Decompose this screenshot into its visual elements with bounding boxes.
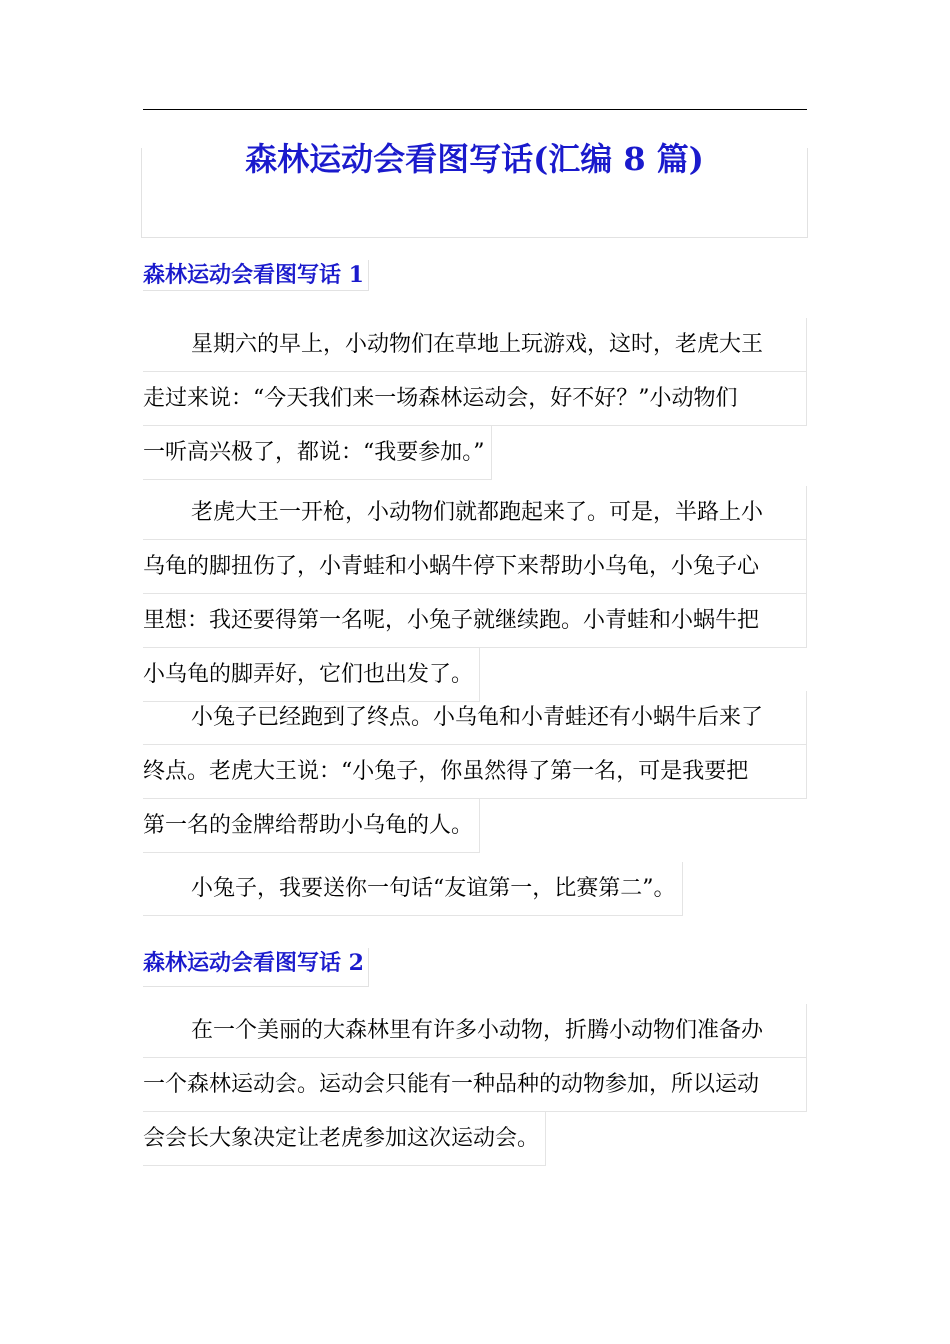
paragraph-line: 小兔子已经跑到了终点。小乌龟和小青蛙还有小蜗牛后来了 <box>143 691 807 745</box>
paragraph-4 <box>143 862 815 916</box>
paragraph-3 <box>143 691 815 853</box>
paragraph-line: 在一个美丽的大森林里有许多小动物，折腾小动物们准备办 <box>143 1004 807 1058</box>
paragraph-line: 终点。老虎大王说：“小兔子，你虽然得了第一名，可是我要把 <box>143 745 807 799</box>
document-title: 森林运动会看图写话(汇编 8 篇) <box>245 140 704 178</box>
paragraph-line: 小乌龟的脚弄好，它们也出发了。 <box>143 648 480 702</box>
paragraph-line: 走过来说：“今天我们来一场森林运动会，好不好？”小动物们 <box>143 372 807 426</box>
paragraph-line: 里想：我还要得第一名呢，小兔子就继续跑。小青蛙和小蜗牛把 <box>143 594 807 648</box>
paragraph-2 <box>143 486 815 702</box>
paragraph-line: 小兔子，我要送你一句话“友谊第一，比赛第二”。 <box>143 862 683 916</box>
paragraph-5 <box>143 1004 815 1166</box>
paragraph-line: 星期六的早上，小动物们在草地上玩游戏，这时，老虎大王 <box>143 318 807 372</box>
paragraph-line: 一听高兴极了，都说：“我要参加。” <box>143 426 492 480</box>
top-rule <box>143 109 807 110</box>
section-heading-2: 森林运动会看图写话 2 <box>143 948 369 987</box>
paragraph-line: 会会长大象决定让老虎参加这次运动会。 <box>143 1112 546 1166</box>
paragraph-line: 一个森林运动会。运动会只能有一种品种的动物参加，所以运动 <box>143 1058 807 1112</box>
paragraph-line: 老虎大王一开枪，小动物们就都跑起来了。可是，半路上小 <box>143 486 807 540</box>
paragraph-line: 乌龟的脚扭伤了，小青蛙和小蜗牛停下来帮助小乌龟，小兔子心 <box>143 540 807 594</box>
section-heading-1: 森林运动会看图写话 1 <box>143 260 369 291</box>
paragraph-1 <box>143 318 815 480</box>
paragraph-line: 第一名的金牌给帮助小乌龟的人。 <box>143 799 480 853</box>
